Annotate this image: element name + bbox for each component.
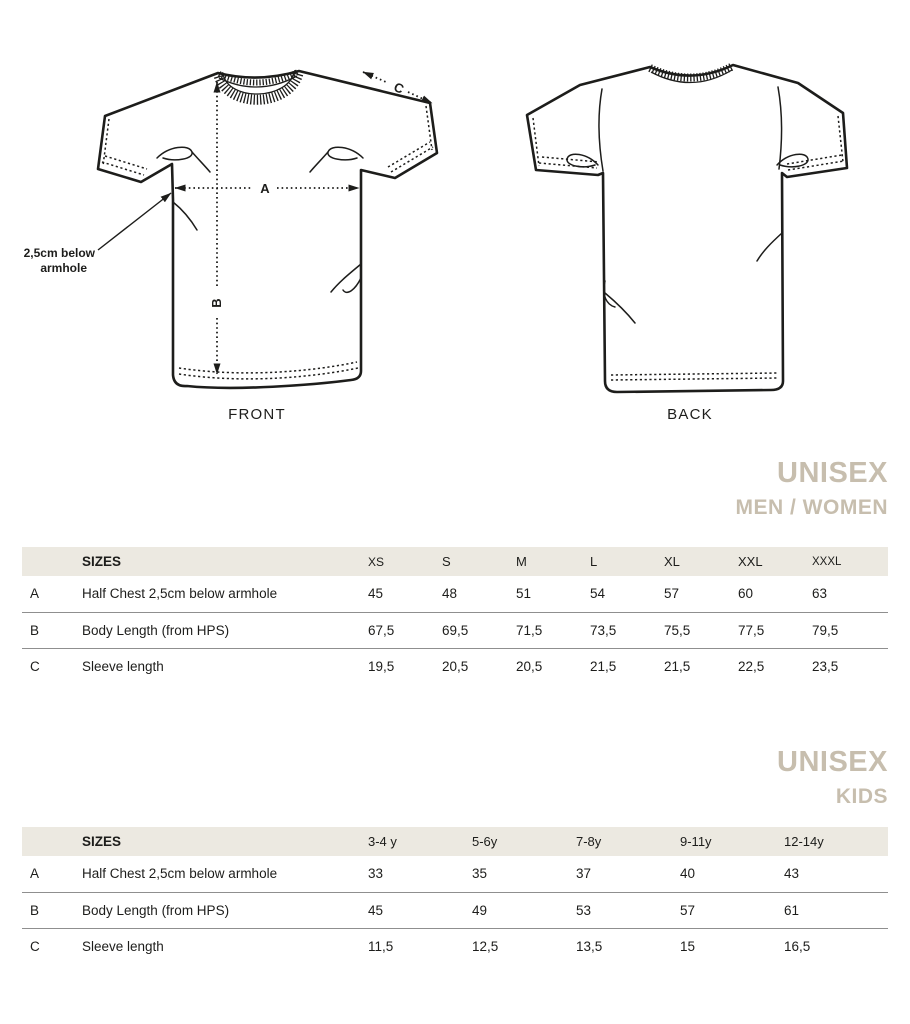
size-value: 21,5 xyxy=(664,658,691,674)
size-value: 21,5 xyxy=(590,658,617,674)
size-value: 16,5 xyxy=(784,938,811,954)
kids-size-table xyxy=(22,827,888,964)
measurement-a-label: A xyxy=(260,181,270,196)
size-value: 79,5 xyxy=(812,612,888,648)
col-header-xxl: XXL xyxy=(738,547,812,576)
size-value: 73,5 xyxy=(590,612,664,648)
front-shirt xyxy=(24,71,437,388)
size-value: 51 xyxy=(516,576,590,612)
size-value: 40 xyxy=(680,856,784,892)
row-key: A xyxy=(22,856,82,892)
row-key: C xyxy=(30,658,40,674)
front-caption: FRONT xyxy=(228,406,286,423)
size-value: 22,5 xyxy=(738,658,765,674)
size-value: 45 xyxy=(368,576,442,612)
kids-section-title: UNISEX xyxy=(777,746,888,778)
table-row-a xyxy=(22,576,888,612)
size-value: 57 xyxy=(664,576,738,612)
row-key: C xyxy=(30,938,40,954)
size-value: 75,5 xyxy=(664,612,738,648)
table-row-c xyxy=(22,648,888,684)
adult-table-header-row xyxy=(22,547,888,576)
row-key: B xyxy=(22,892,82,928)
size-value: 53 xyxy=(576,892,680,928)
size-value: 11,5 xyxy=(368,938,394,954)
col-header-s: S xyxy=(442,547,516,576)
size-value: 19,5 xyxy=(368,658,395,674)
row-label: Sleeve length xyxy=(82,658,164,674)
size-value: 69,5 xyxy=(442,612,516,648)
size-value: 23,5 xyxy=(812,658,839,674)
kids-section-subtitle: KIDS xyxy=(835,785,888,808)
size-value: 57 xyxy=(680,892,784,928)
size-value: 48 xyxy=(442,576,516,612)
back-shirt xyxy=(527,65,847,392)
size-value: 77,5 xyxy=(738,612,812,648)
armhole-note xyxy=(24,193,171,275)
col-header-9-11y: 9-11y xyxy=(680,827,784,856)
adult-section-heading xyxy=(736,459,889,518)
armhole-note-line2: armhole xyxy=(40,261,87,275)
row-key: B xyxy=(22,612,82,648)
header-spacer xyxy=(22,547,82,576)
col-header-xxxl: XXXL xyxy=(812,547,888,576)
kids-table-header-row xyxy=(22,827,888,856)
size-value: 20,5 xyxy=(516,658,543,674)
size-value: 61 xyxy=(784,892,888,928)
col-header-sizes: SIZES xyxy=(82,547,368,576)
col-header-12-14y: 12-14y xyxy=(784,827,888,856)
size-value: 37 xyxy=(576,856,680,892)
size-value: 33 xyxy=(368,856,472,892)
size-value: 60 xyxy=(738,576,812,612)
measurement-b-label: B xyxy=(209,298,224,308)
col-header-m: M xyxy=(516,547,590,576)
size-value: 49 xyxy=(472,892,576,928)
measurement-c-label: C xyxy=(391,79,407,97)
size-value: 67,5 xyxy=(368,612,442,648)
tshirt-measurement-diagram xyxy=(0,0,910,448)
table-row-c xyxy=(22,928,888,964)
col-header-3-4y: 3-4 y xyxy=(368,827,472,856)
front-shirt-outline xyxy=(98,71,437,388)
col-header-sizes: SIZES xyxy=(82,827,368,856)
table-row-b xyxy=(22,612,888,648)
col-header-xs: XS xyxy=(368,547,442,576)
size-value: 71,5 xyxy=(516,612,590,648)
row-label: Half Chest 2,5cm below armhole xyxy=(82,576,368,612)
back-caption: BACK xyxy=(667,406,713,423)
row-label: Sleeve length xyxy=(82,938,164,954)
size-value: 63 xyxy=(812,576,888,612)
size-value: 12,5 xyxy=(472,938,499,954)
table-row-a xyxy=(22,856,888,892)
size-value: 45 xyxy=(368,892,472,928)
col-header-7-8y: 7-8y xyxy=(576,827,680,856)
row-label: Half Chest 2,5cm below armhole xyxy=(82,856,368,892)
col-header-l: L xyxy=(590,547,664,576)
armhole-note-line1: 2,5cm below xyxy=(23,246,95,260)
adult-section-subtitle: MEN / WOMEN xyxy=(735,496,888,519)
kids-section-heading xyxy=(777,748,888,807)
row-label: Body Length (from HPS) xyxy=(82,892,368,928)
table-row-b xyxy=(22,892,888,928)
size-value: 20,5 xyxy=(442,658,469,674)
size-value: 15 xyxy=(680,938,696,954)
col-header-5-6y: 5-6y xyxy=(472,827,576,856)
col-header-xl: XL xyxy=(664,547,738,576)
adult-size-table xyxy=(22,547,888,684)
adult-section-title: UNISEX xyxy=(777,457,888,489)
back-shirt-outline xyxy=(527,65,847,392)
row-label: Body Length (from HPS) xyxy=(82,612,368,648)
row-key: A xyxy=(22,576,82,612)
size-value: 54 xyxy=(590,576,664,612)
header-spacer xyxy=(22,827,82,856)
size-value: 35 xyxy=(472,856,576,892)
size-value: 43 xyxy=(784,856,888,892)
size-value: 13,5 xyxy=(576,938,603,954)
